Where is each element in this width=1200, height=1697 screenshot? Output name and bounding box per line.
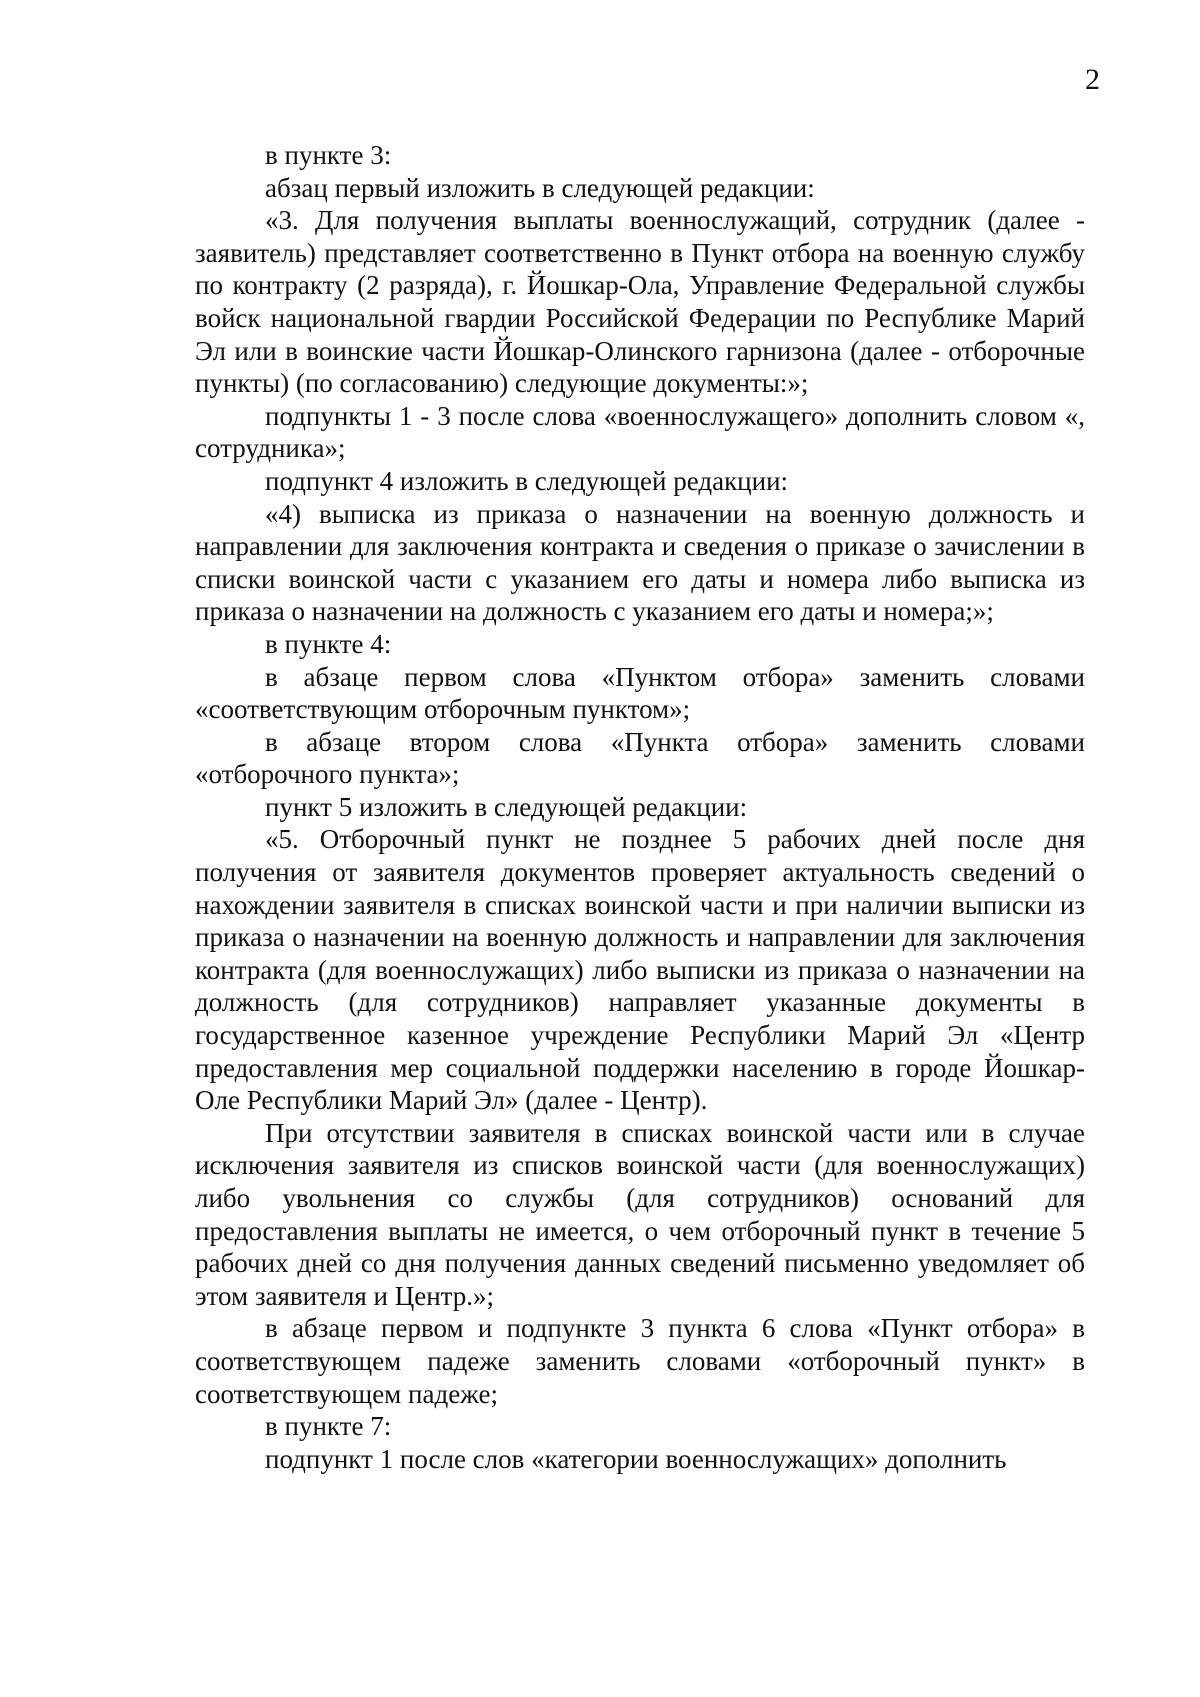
paragraph: абзац первый изложить в следующей редакции:: [265, 172, 815, 203]
paragraph: «5. Отборочный пункт не позднее 5 рабочих дней после дня получения от заявителя документов проверяет актуальность сведений о нахождении заявителя в списках воинской части и при наличии выписки из приказа о назначении на военную должность и направлении для заключения контракта (для военнослужащих) либо выписки из приказа о назначении на должность (для сотрудников) направляет указанные документы в государственное казенное учреждение Республики Марий Эл «Центр предоставления мер социальной поддержки населению в городе Йошкар-Оле Республики Марий Эл» (далее - Центр).: [195, 824, 1085, 1116]
paragraph: пункт 5 изложить в следующей редакции:: [265, 791, 748, 822]
paragraph: в абзаце первом и подпункте 3 пункта 6 слова «Пункт отбора» в соответствующем падеже заменить словами «отборочный пункт» в соответствующем падеже;: [195, 1313, 1085, 1409]
paragraph: в пункте 4:: [265, 628, 392, 659]
paragraph: «4) выписка из приказа о назначении на военную должность и направлении для заключения контракта и сведения о приказе о зачислении в списки воинской части с указанием его даты и номера либо выписка из приказа о назначении на должность с указанием его даты и номера;»;: [195, 498, 1085, 627]
paragraph: подпункт 1 после слов «категории военнослужащих» дополнить: [265, 1443, 1007, 1474]
paragraph: в пункте 7:: [265, 1411, 392, 1442]
document-body: [195, 139, 1085, 1475]
paragraph: в абзаце первом слова «Пунктом отбора» заменить словами «соответствующим отборочным пунктом»;: [195, 661, 1085, 725]
paragraph: «3. Для получения выплаты военнослужащий, сотрудник (далее - заявитель) представляет соответственно в Пункт отбора на военную службу по контракту (2 разряда), г. Йошкар-Ола, Управление Федеральной службы войск национальной гвардии Российской Федерации по Республике Марий Эл или в воинские части Йошкар-Олинского гарнизона (далее - отборочные пункты) (по согласованию) следующие документы:»;: [195, 205, 1085, 399]
paragraph: При отсутствии заявителя в списках воинской части или в случае исключения заявителя из списков воинской части (для военнослужащих) либо увольнения со службы (для сотрудников) оснований для предоставления выплаты не имеется, о чем отборочный пункт в течение 5 рабочих дней со дня получения данных сведений письменно уведомляет об этом заявителя и Центр.»;: [195, 1117, 1085, 1311]
paragraph: в пункте 3:: [265, 140, 392, 170]
page-number: 2: [1085, 63, 1100, 96]
paragraph: в абзаце втором слова «Пункта отбора» заменить словами «отборочного пункта»;: [195, 726, 1085, 790]
paragraph: подпункты 1 - 3 после слова «военнослужащего» дополнить словом «, сотрудника»;: [195, 400, 1085, 464]
paragraph: подпункт 4 изложить в следующей редакции:: [265, 465, 789, 496]
